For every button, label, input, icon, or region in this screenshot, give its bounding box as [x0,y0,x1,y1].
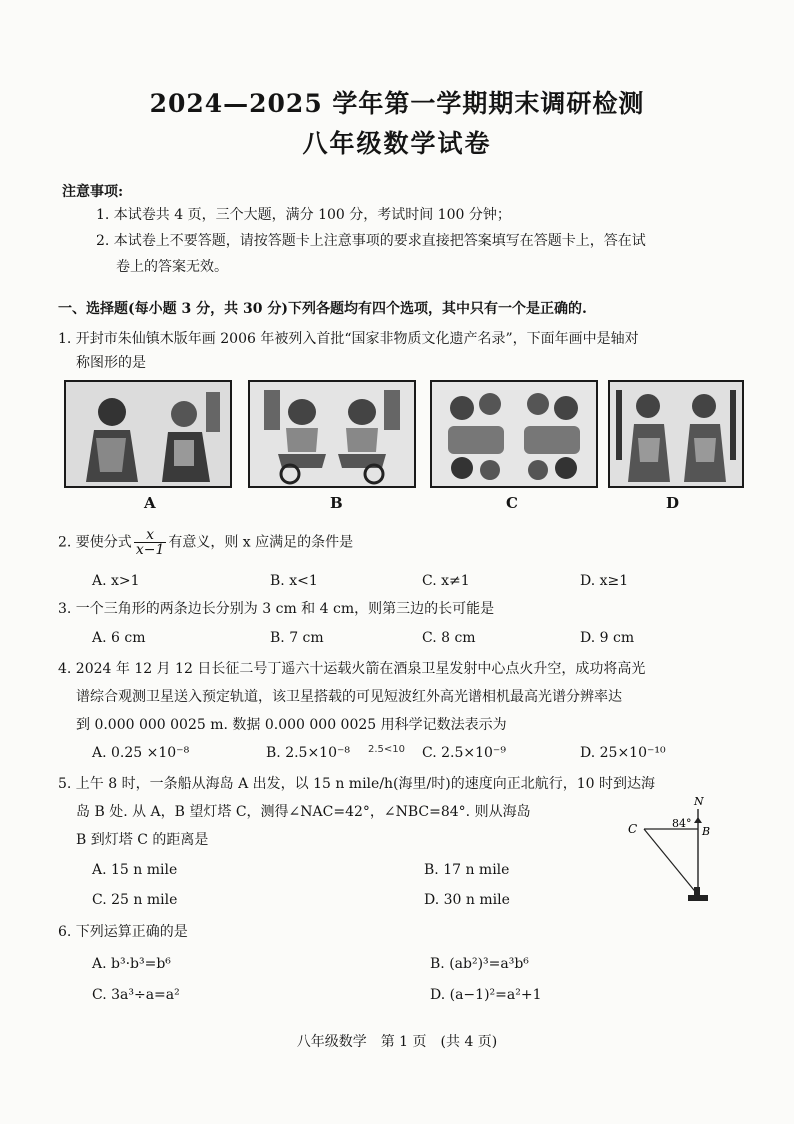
option-label-d: D [666,494,680,512]
option-label-a: A [144,494,156,512]
question-5-option-a: A. 15 n mile [92,862,178,878]
option-image-a [64,380,232,488]
question-4-option-a: A. 0.25 ×10⁻⁸ [92,745,190,761]
question-2-option-a: A. x>1 [92,573,140,589]
woodblock-print-b-picture [250,382,414,486]
page-footer: 八年级数学 第 1 页 (共 4 页) [296,1034,498,1050]
woodblock-print-a-picture [66,382,230,486]
question-5-line-3: B 到灯塔 C 的距离是 [76,832,209,848]
notice-item-2: 2. 本试卷上不要答题，请按答题卡上注意事项的要求直接把答案填写在答题卡上，答在试 [96,233,646,249]
question-2-suffix: 有意义，则 x 应满足的条件是 [168,534,354,551]
question-6-option-a: A. b³·b³=b⁶ [92,956,171,972]
page-title: 2024—2025 学年第一学期期末调研检测 [149,89,645,118]
fraction-numerator: x [134,528,167,543]
lighthouse-diagram [622,795,722,907]
question-4-line-2: 谱综合观测卫星送入预定轨道，该卫星搭载的可见短波红外高光谱相机最高光谱分辨率达 [76,689,622,705]
option-image-b [248,380,416,488]
page-subtitle: 八年级数学试卷 [302,129,492,158]
notice-item-1: 1. 本试卷共 4 页，三个大题，满分 100 分，考试时间 100 分钟； [96,207,511,223]
section-heading: 一、选择题(每小题 3 分，共 30 分)下列各题均有四个选项，其中只有一个是正确的. [58,301,587,317]
figure-label-c: C [628,822,638,836]
option-image-d [608,380,744,488]
question-1-line-1: 1. 开封市朱仙镇木版年画 2006 年被列入首批“国家非物质文化遗产名录”，下面年画中是轴对 [58,331,639,347]
question-4-line-3: 到 0.000 000 0025 m. 数据 0.000 000 0025 用科学记数法表示为 [76,717,507,733]
question-3-option-d: D. 9 cm [580,630,635,646]
question-6: 6. 下列运算正确的是 [58,924,188,940]
handwritten-note: 2.5<10 [368,744,406,755]
question-2-prefix: 2. 要使分式 [58,534,132,551]
question-2-option-d: D. x≥1 [580,573,629,589]
question-6-option-d: D. (a−1)²=a²+1 [430,987,542,1003]
woodblock-print-c-picture [432,382,596,486]
question-5-option-c: C. 25 n mile [92,892,178,908]
question-6-option-b: B. (ab²)³=a³b⁶ [430,956,529,972]
question-4-option-c: C. 2.5×10⁻⁹ [422,745,506,761]
fraction-denominator: x−1 [135,542,165,558]
question-3-option-c: C. 8 cm [422,630,476,646]
question-5-line-2: 岛 B 处. 从 A，B 望灯塔 C，测得∠NAC=42°，∠NBC=84°. 则从海岛 [76,804,531,820]
figure-label-n: N [694,795,704,808]
question-2-option-b: B. x<1 [270,573,318,589]
option-image-c [430,380,598,488]
question-3-option-a: A. 6 cm [92,630,146,646]
question-5-option-d: D. 30 n mile [424,892,510,908]
lighthouse-figure [622,795,722,907]
notice-heading: 注意事项: [62,184,124,200]
question-4-option-d: D. 25×10⁻¹⁰ [580,745,666,761]
option-label-b: B [330,494,343,512]
question-4-option-b: B. 2.5×10⁻⁸ [266,745,350,761]
figure-label-b: B [702,825,711,838]
notice-item-2-cont: 卷上的答案无效。 [116,259,228,275]
question-5-option-b: B. 17 n mile [424,862,510,878]
question-2 [58,528,758,557]
figure-angle-label: 84° [672,817,692,830]
fraction [134,528,167,557]
question-2-option-c: C. x≠1 [422,573,470,589]
woodblock-print-d-picture [610,382,742,486]
question-6-option-c: C. 3a³÷a=a² [92,987,180,1003]
question-3-option-b: B. 7 cm [270,630,324,646]
question-5-line-1: 5. 上午 8 时，一条船从海岛 A 出发，以 15 n mile/h(海里/时)的速度向正北航行，10 时到达海 [58,776,655,792]
question-3: 3. 一个三角形的两条边长分别为 3 cm 和 4 cm，则第三边的长可能是 [58,601,495,617]
question-4-line-1: 4. 2024 年 12 月 12 日长征二号丁遥六十运载火箭在酒泉卫星发射中心点火升空，成功将高光 [58,661,646,677]
option-label-c: C [506,494,518,512]
question-1-line-2: 称图形的是 [76,355,146,369]
